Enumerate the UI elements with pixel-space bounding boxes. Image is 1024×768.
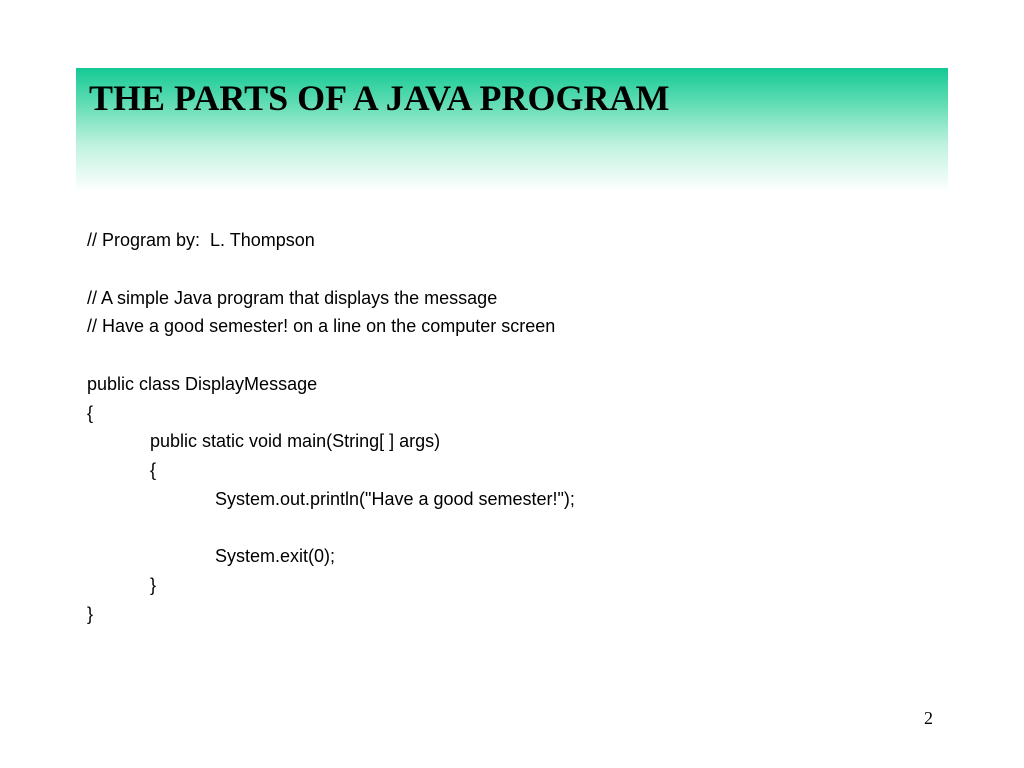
comment-message-line: // Have a good semester! on a line on the computer screen: [87, 316, 556, 337]
main-method-declaration-line: public static void main(String[ ] args): [150, 431, 441, 452]
class-declaration-line: public class DisplayMessage: [87, 373, 318, 394]
blank-line: [87, 341, 947, 370]
println-statement-line: System.out.println("Have a good semester!");: [215, 488, 575, 509]
page-number: 2: [924, 708, 933, 728]
blank-line: [87, 514, 947, 543]
comment-description-line: // A simple Java program that displays the message: [87, 287, 498, 308]
method-open-brace: {: [150, 460, 157, 480]
comment-author-line: // Program by: L. Thompson: [87, 230, 315, 250]
class-open-brace: {: [87, 402, 94, 423]
slide-title: THE PARTS OF A JAVA PROGRAM: [89, 78, 670, 118]
blank-line: [87, 255, 947, 284]
exit-statement-line: System.exit(0);: [215, 546, 336, 567]
class-close-brace: }: [87, 603, 94, 624]
code-listing: [87, 226, 947, 629]
method-close-brace: }: [150, 575, 157, 595]
